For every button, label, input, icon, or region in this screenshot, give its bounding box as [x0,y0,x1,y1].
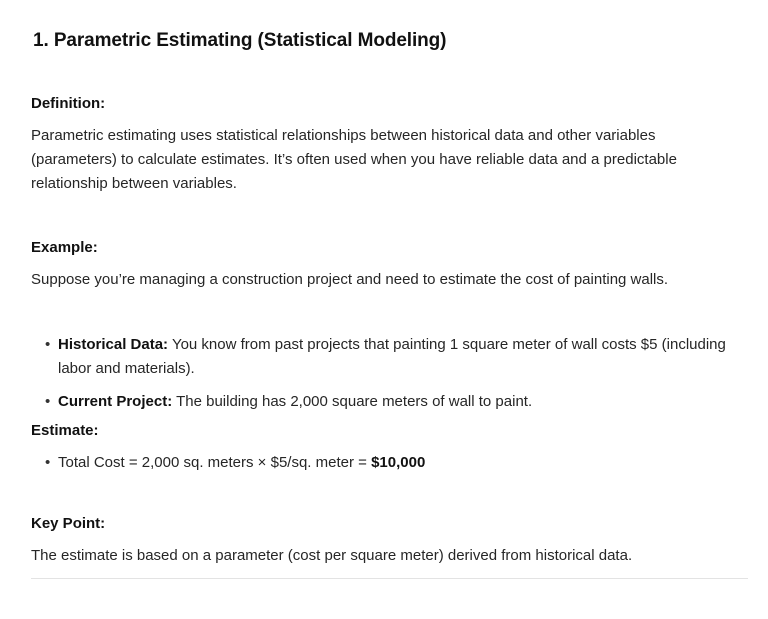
current-project-text: The building has 2,000 square meters of wall to paint. [172,393,533,410]
definition-text: Parametric estimating uses statistical relationships between historical data and other variables (parameters) to calculate estimates. It’s often used when you have reliable data and a predictable relationship between variables. [31,127,677,192]
section-title: 1. Parametric Estimating (Statistical Modeling) [33,30,447,51]
key-point-text: The estimate is based on a parameter (cost per square meter) derived from historical data. [31,547,633,564]
definition-label: Definition: [31,95,106,112]
current-project-label: Current Project: [58,393,173,410]
total-cost-value: $10,000 [371,454,426,471]
estimate-bullet-list [31,451,748,475]
example-bullet-list [31,333,748,414]
list-item-historical-data [31,333,748,381]
historical-data-label: Historical Data: [58,336,169,353]
divider [31,578,748,579]
example-text: Suppose you’re managing a construction project and need to estimate the cost of painting walls. [31,271,669,288]
estimate-label: Estimate: [31,422,99,439]
example-label: Example: [31,239,98,256]
key-point-label: Key Point: [31,515,106,532]
bullet-dot: • [45,336,51,353]
bullet-dot: • [45,454,51,471]
list-item-total-cost [31,451,748,475]
list-item-current-project [31,390,748,414]
bullet-dot: • [45,393,51,410]
total-cost-text: Total Cost = 2,000 sq. meters × $5/sq. meter = [58,454,372,471]
historical-data-text: You know from past projects that painting 1 square meter of wall costs $5 (including labor and materials). [58,336,726,377]
